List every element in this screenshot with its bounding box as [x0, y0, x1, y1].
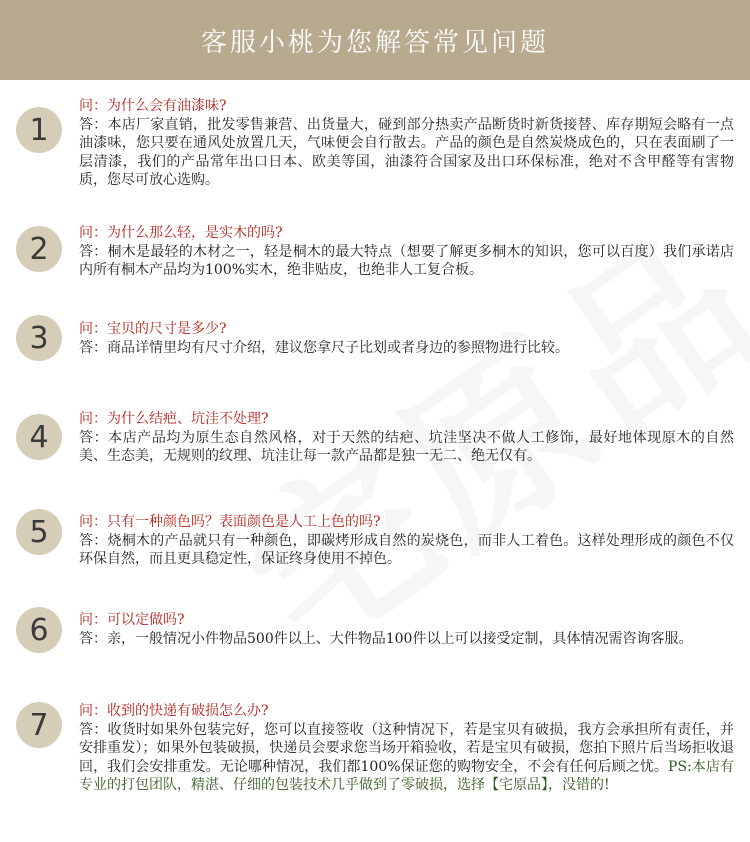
- faq-answer: [79, 721, 734, 795]
- faq-number-badge: 7: [16, 702, 62, 748]
- faq-question: 问：可以定做吗?: [79, 612, 185, 628]
- faq-text: [79, 320, 734, 357]
- faq-text: [79, 513, 734, 569]
- faq-answer: 答：本店厂家直销，批发零售兼营、出货量大，碰到部分热卖产品断货时新货接替、库存期短会略有一点油漆味，您只要在通风处放置几天，气味便会自行散去。产品的颜色是自然炭烧成色的，只在表面刷了一层清漆，我们的产品常年出口日本、欧美等国，油漆符合国家及出口环保标准，绝对不含甲醛等有害物质，您尽可放心选购。: [79, 116, 734, 188]
- faq-question: 问：只有一种颜色吗？表面颜色是人工上色的吗?: [79, 514, 381, 530]
- faq-text: [79, 224, 734, 280]
- faq-answer: 答：本店产品均为原生态自然风格，对于天然的结疤、坑洼坚决不做人工修饰，最好地体现原木的自然美、生态美，无规则的纹理、坑洼让每一款产品都是独一无二、绝无仅有。: [79, 429, 734, 464]
- faq-text: [79, 97, 734, 190]
- faq-number-badge: 4: [16, 414, 62, 460]
- faq-question: 问：宝贝的尺寸是多少?: [79, 321, 227, 337]
- page-header: [0, 0, 750, 80]
- faq-question: 问：为什么结疤、坑洼不处理?: [79, 411, 269, 427]
- faq-note: PS:本店有专业的打包团队，精湛、仔细的包装技术几乎做到了零破损，选择【宅原品】，没错的!: [79, 758, 734, 793]
- faq-text: [79, 611, 734, 648]
- faq-number-badge: 5: [16, 509, 62, 555]
- faq-question: 问：为什么会有油漆味?: [79, 98, 227, 114]
- faq-number-badge: 6: [16, 607, 62, 653]
- faq-number-badge: 1: [16, 107, 62, 153]
- faq-number-badge: 2: [16, 226, 62, 272]
- faq-answer: 答：桐木是最轻的木材之一，轻是桐木的最大特点（想要了解更多桐木的知识，您可以百度）我们承诺店内所有桐木产品均为100%实木，绝非贴皮，也绝非人工复合板。: [79, 243, 734, 278]
- faq-answer-body: 答：收货时如果外包装完好，您可以直接签收（这种情况下，若是宝贝有破损，我方会承担所有责任，并安排重发）；如果外包装破损，快递员会要求您当场开箱验收，若是宝贝有破损，您拍下照片后当场拒收退回，我们会安排重发。无论哪种情况，我们都100%保证您的购物安全，不会有任何后顾之忧。: [79, 721, 734, 775]
- faq-question: 问：收到的快递有破损怎么办?: [79, 703, 269, 719]
- faq-number-badge: 3: [16, 315, 62, 361]
- faq-answer: 答：商品详情里均有尺寸介绍，建议您拿尺子比划或者身边的参照物进行比较。: [79, 339, 569, 356]
- faq-answer: 答：烧桐木的产品就只有一种颜色，即碳烤形成自然的炭烧色，而非人工着色。这样处理形成的颜色不仅环保自然，而且更具稳定性，保证终身使用不掉色。: [79, 532, 734, 567]
- faq-text: [79, 410, 734, 466]
- page-title: 客服小桃为您解答常见问题: [200, 27, 549, 58]
- faq-answer: 答：亲，一般情况小件物品500件以上、大件物品100件以上可以接受定制，具体情况需咨询客服。: [79, 630, 693, 647]
- faq-text: [79, 702, 734, 795]
- faq-question: 问：为什么那么轻，是实木的吗?: [79, 225, 283, 241]
